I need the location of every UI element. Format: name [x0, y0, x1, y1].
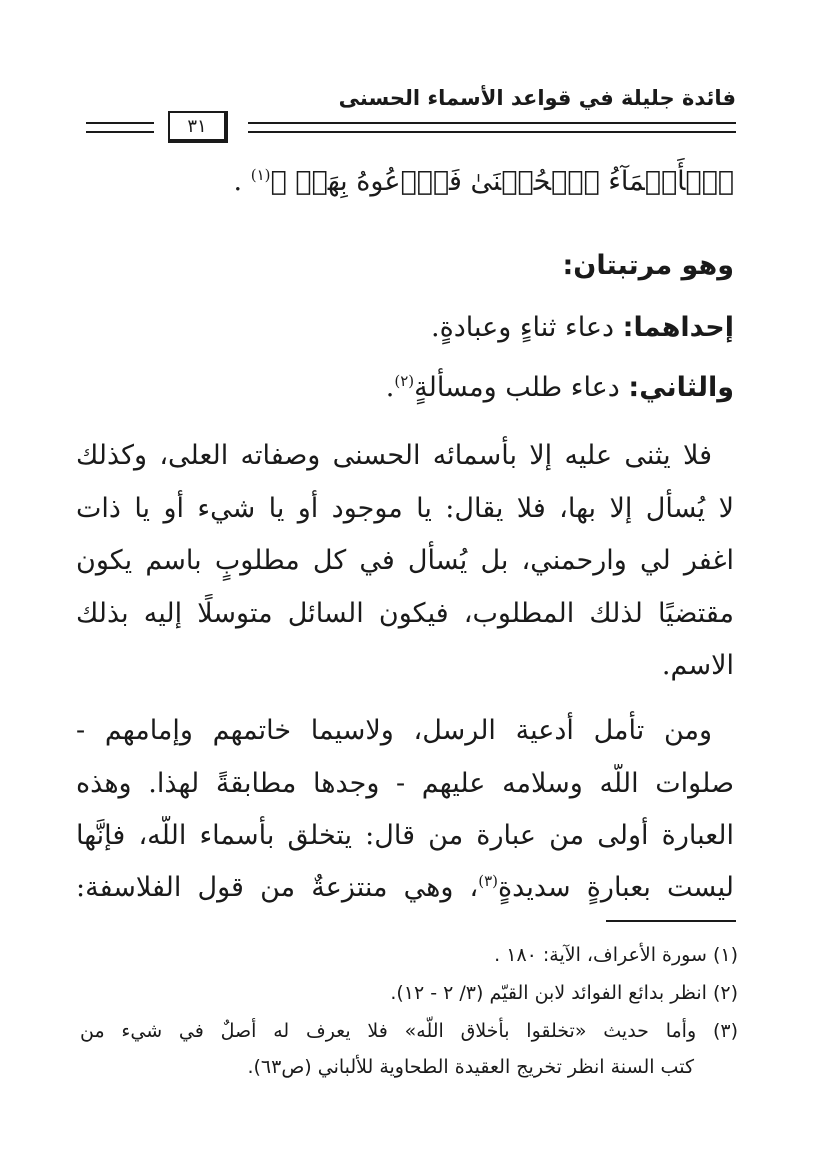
running-header-title: فائدة جليلة في قواعد الأسماء الحسنى [338, 86, 736, 110]
header-rule-right-top [248, 122, 736, 124]
header-rule-left-top [86, 122, 154, 124]
footnote-1-text: سورة الأعراف، الآية: ١٨٠ . [494, 944, 707, 966]
footnote-ref-3: (٣) [478, 872, 499, 890]
footnote-3 [80, 1016, 738, 1046]
footnote-2-number: (٢) [712, 982, 738, 1004]
page-number: ٣١ [168, 111, 228, 143]
quran-verse-line [234, 162, 734, 202]
footnote-3-number: (٣) [712, 1020, 738, 1042]
rank-second-text: دعاء طلب ومسألةٍ [414, 372, 620, 403]
footnote-ref-1: (١) [250, 166, 271, 184]
footnote-2 [390, 978, 738, 1008]
footnote-2-text: انظر بدائع الفوائد لابن القيّم (٣/ ٢ - ١٢). [390, 982, 707, 1004]
para2-line-3: العبارة أولى من عبارة من قال: يتخلق بأسماء اللَّه، فإنَّها [76, 820, 734, 851]
para2-line-4-start: ليست بعبارةٍ سديدةٍ [498, 872, 734, 903]
para2-line-4-end: ، وهي منتزعةٌ من قول الفلاسفة: [76, 872, 479, 903]
para2-line-1: ومن تأمل أدعية الرسل، ولاسيما خاتمهم وإمامهم - [76, 715, 712, 746]
rank-first-line [431, 308, 734, 348]
quran-verse-text: ٱلۡأَسۡمَآءُ ٱلۡحُسۡنَىٰ فَٱدۡعُوهُ بِهَاۖ ﴾ [270, 166, 734, 197]
rank-second-line [386, 368, 734, 408]
footnote-ref-2: (٢) [394, 372, 415, 390]
rank-first-label: إحداهما: [622, 312, 734, 343]
para2-line-4 [76, 868, 734, 908]
verse-end-period: . [233, 166, 243, 197]
footnote-1-number: (١) [712, 944, 738, 966]
para1-line-4: مقتضيًا لذلك المطلوب، فيكون السائل متوسلًا إليه بذلك [76, 598, 734, 629]
rank-first-text: دعاء ثناءٍ وعبادةٍ. [430, 312, 615, 343]
para1-line-1: فلا يثنى عليه إلا بأسمائه الحسنى وصفاته العلى، وكذلك [76, 440, 712, 471]
header-rule-right-bottom [248, 131, 736, 133]
para1-line-5: الاسم. [661, 650, 734, 681]
rank-intro: وهو مرتبتان: [562, 250, 734, 281]
para1-line-2: لا يُسأل إلا بها، فلا يقال: يا موجود أو يا شيء أو يا ذات [76, 493, 734, 524]
footnote-3-continuation: كتب السنة انظر تخريج العقيدة الطحاوية للألباني (ص٦٣). [247, 1056, 694, 1078]
footnote-1 [494, 940, 738, 970]
rank-second-end: . [385, 372, 395, 403]
rank-second-label: والثاني: [628, 372, 734, 403]
header-rule-left-bottom [86, 131, 154, 133]
footnote-separator [606, 920, 736, 922]
footnote-3-text: وأما حديث «تخلقوا بأخلاق اللَّه» فلا يعرف له أصلٌ في شيء من [80, 1020, 697, 1042]
para2-line-2: صلوات اللَّه وسلامه عليهم - وجدها مطابقةً لهذا. وهذه [76, 768, 734, 799]
para1-line-3: اغفر لي وارحمني، بل يُسأل في كل مطلوبٍ باسم يكون [76, 545, 734, 576]
